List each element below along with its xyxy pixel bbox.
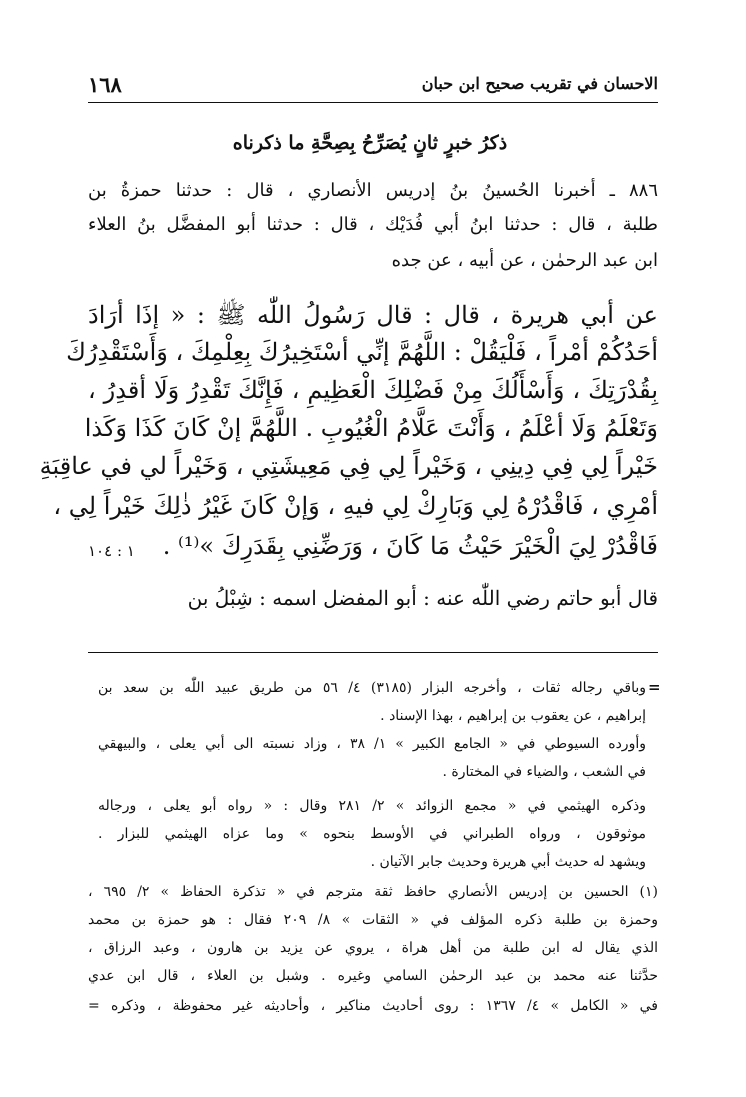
header-rule [88,102,658,103]
footnote-line: وذكره الهيثمي في « مجمع الزوائد » ٢/ ٢٨١ وقال : « رواه أبو يعلى ، ورجاله [98,798,646,814]
isnad-line: ابن عبد الرحمٰن ، عن أبيه ، عن جده [391,250,658,271]
page-number: ١٦٨ [88,72,122,97]
isnad-line: طلبة ، قال : حدثنا ابنُ أبي فُدَيْك ، قال : حدثنا أبو المفضَّل بنُ العلاء [88,214,658,235]
footnote-separator [88,652,658,653]
author-comment: قال أبو حاتم رضي اللّٰه عنه : أبو المفضل اسمه : شِبْلُ بن [187,586,658,610]
footnote-line: في الشعب ، والضياء في المختارة . [442,764,646,780]
isnad-line: ٨٨٦ ـ أخبرنا الحُسينُ بنُ إدريس الأنصاري ، قال : حدثنا حمزةُ بن [88,180,658,201]
running-title: الاحسان في تقريب صحيح ابن حبان [421,74,658,93]
hadith-line: بِقُدْرَتِكَ ، وَأَسْأَلُكَ مِنْ فَضْلِكَ الْعَظِيمِ ، فَإِنَّكَ تَقْدِرُ وَلَا أقدِرُ ، [88,376,658,404]
hadith-line: أحَدُكُمْ أمْراً ، فَلْيَقُلْ : اللَّهُمَّ إنِّي أسْتَخِيرُكَ بِعِلْمِكَ ، وَأَسْتَقْدِرُكَ [66,338,658,366]
footnote-line: في « الكامل » ٤/ ١٣٦٧ : روى أحاديث مناكير ، وأحاديثه غير محفوظة ، وذكره = [88,998,658,1014]
continuation-mark: = [648,678,661,696]
hadith-line: فَاقْدُرْ لِيَ الْخَيْرَ حَيْثُ مَا كَانَ ، وَرَضِّنِي بِقَدَرِكَ »⁽¹⁾ . [162,532,658,560]
page-header [88,72,658,100]
hadith-line: خَيْراً لِي فِي دِينِي ، وَخَيْراً لِي فِي مَعِيشَتِي ، وَخَيْراً لي في عاقِبَةِ [39,452,658,480]
footnote-line: وباقي رجاله ثقات ، وأخرجه البزار (٣١٨٥) ٤/ ٥٦ من طريق عبيد اللّٰه بن سعد بن [98,680,646,696]
section-title: ذكرُ خبرٍ ثانٍ يُصَرِّحُ بِصِحَّةِ ما ذكرناه [232,132,508,154]
hadith-line: أمْرِي ، فَاقْدُرْهُ لِي وَبَارِكْ لِي فيهِ ، وَإنْ كَانَ غَيْرُ ذٰلِكَ خَيْراً لِي ، [53,492,658,520]
footnote-line: الذي يقال له ابن طلبة من أهل هراة ، يروي عن يزيد بن هارون ، وعبد الرزاق ، [88,940,658,956]
footnote-line: إبراهيم ، عن يعقوب بن إبراهيم ، بهذا الإسناد . [380,708,646,724]
footnote-line: وحمزة بن طلبة ذكره المؤلف في « الثقات » ٨/ ٢٠٩ فقال : هو حمزة بن محمد [88,912,659,928]
hadith-line: عن أبي هريرة ، قال : قال رَسُولُ اللّٰه ﷺ : « إذَا أرَادَ [88,301,658,329]
volume-page-reference: ١ : ١٠٤ [88,542,135,560]
hadith-line: وَتَعْلَمُ وَلَا أعْلَمُ ، وَأَنْتَ عَلَّامُ الْغُيُوبِ . اللَّهُمَّ إنْ كَانَ كَذَا وَكَذا [84,414,658,442]
footnote-line: موثوقون ، ورواه الطبراني في الأوسط بنحوه » وما عزاه الهيثمي للبزار . [98,826,646,842]
footnote-line: حدَّثنا عنه محمد بن عبد الرحمٰن السامي وغيره . وشبل بن العلاء ، قال ابن عدي [88,968,658,984]
footnote-line: وأورده السيوطي في « الجامع الكبير » ١/ ٣٨ ، وزاد نسبته الى أبي يعلى ، والبيهقي [98,736,646,752]
footnote-line: (١) الحسين بن إدريس الأنصاري حافظ ثقة مترجم في « تذكرة الحفاظ » ٢/ ٦٩٥ ، [88,884,659,900]
footnote-line: ويشهد له حديث أبي هريرة وحديث جابر الآتيان . [370,854,646,870]
